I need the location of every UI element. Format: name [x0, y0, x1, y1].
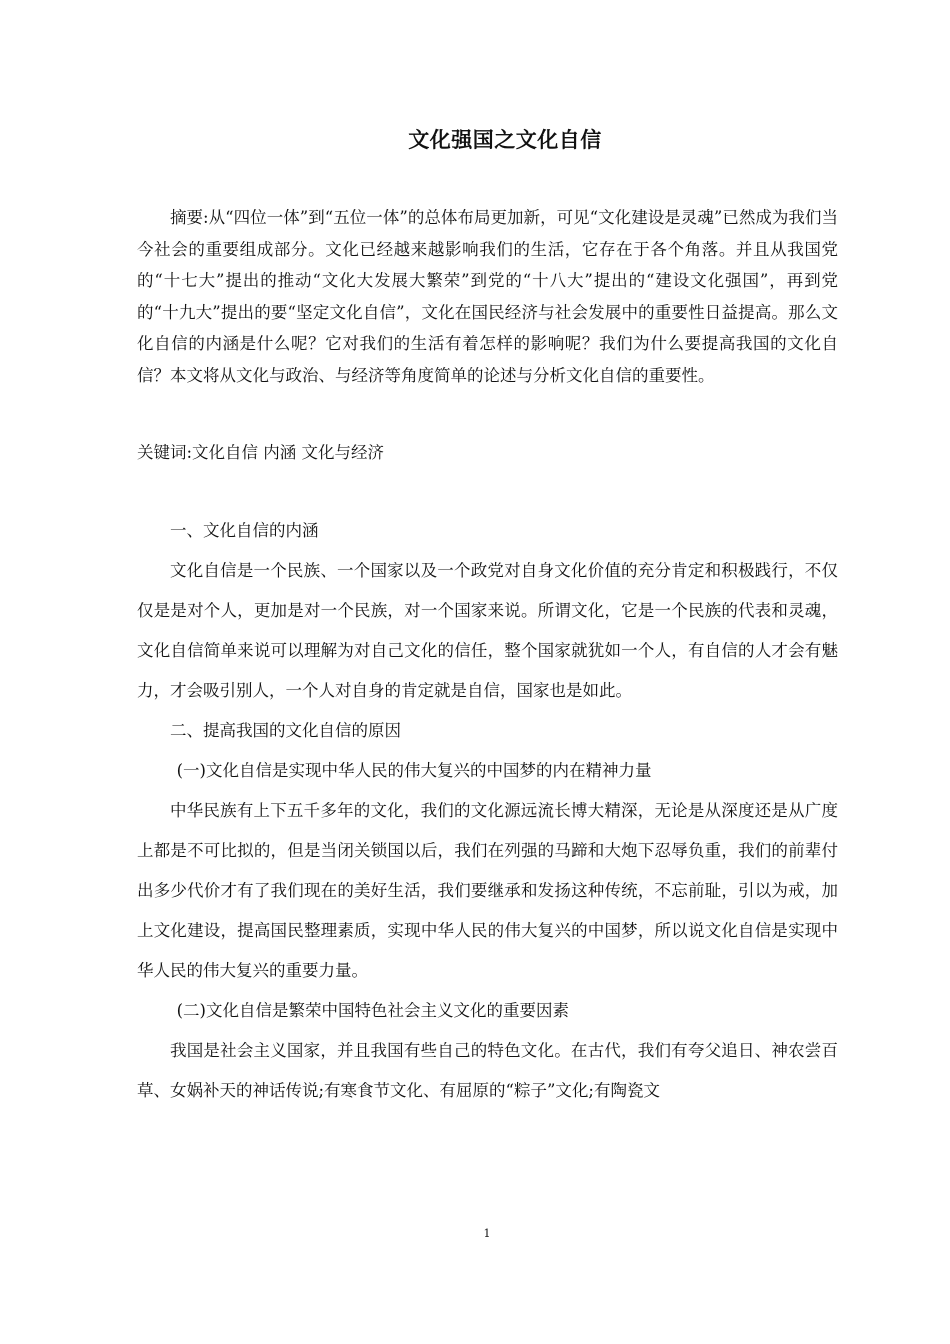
page-number: 1: [483, 1227, 491, 1240]
subsection-heading-2-1: (一)文化自信是实现中华人民的伟大复兴的中国梦的内在精神力量: [176, 760, 652, 780]
subsection-heading-2-2: (二)文化自信是繁荣中国特色社会主义文化的重要因素: [176, 1000, 569, 1020]
document-title: 文化强国之文化自信: [408, 128, 602, 152]
main-text: [137, 511, 838, 1111]
subsection-2-1-paragraph: 中华民族有上下五千多年的文化，我们的文化源远流长博大精深，无论是从深度还是从广度上都是不可比拟的，但是当闭关锁国以后，我们在列强的马蹄和大炮下忍辱负重，我们的前辈付出多少代价才有了我们现在的美好生活，我们要继承和发扬这种传统，不忘前耻，引以为戒，加上文化建设，提高国民整理素质，实现中华人民的伟大复兴的中国梦，所以说文化自信是实现中华人民的伟大复兴的重要力量。: [137, 800, 838, 980]
subsection-2-2-paragraph: 我国是社会主义国家，并且我国有些自己的特色文化。在古代，我们有夸父追日、神农尝百草、女娲补天的神话传说;有寒食节文化、有屈原的“粽子”文化;有陶瓷文: [137, 1040, 838, 1100]
section-1-paragraph: 文化自信是一个民族、一个国家以及一个政党对自身文化价值的充分肯定和积极践行，不仅仅是是对个人，更加是对一个民族，对一个国家来说。所谓文化，它是一个民族的代表和灵魂，文化自信简单来说可以理解为对自己文化的信任，整个国家就犹如一个人，有自信的人才会有魅力，才会吸引别人，一个人对自身的肯定就是自信，国家也是如此。: [137, 560, 838, 700]
abstract-paragraph: 摘要:从“四位一体”到“五位一体”的总体布局更加新，可见“文化建设是灵魂”已然成为我们当今社会的重要组成部分。文化已经越来越影响我们的生活，它存在于各个角落。并且从我国党的“十七大”提出的推动“文化大发展大繁荣”到党的“十八大”提出的“建设文化强国”，再到党的“十九大”提出的要“坚定文化自信”，文化在国民经济与社会发展中的重要性日益提高。那么文化自信的内涵是什么呢？它对我们的生活有着怎样的影响呢？我们为什么要提高我国的文化自信？本文将从文化与政治、与经济等角度简单的论述与分析文化自信的重要性。: [137, 208, 838, 385]
section-heading-1: 一、文化自信的内涵: [170, 520, 319, 540]
document-body: [137, 202, 838, 1111]
section-heading-2: 二、提高我国的文化自信的原因: [170, 720, 401, 740]
keywords-line: 关键词:文化自信 内涵 文化与经济: [137, 443, 385, 462]
